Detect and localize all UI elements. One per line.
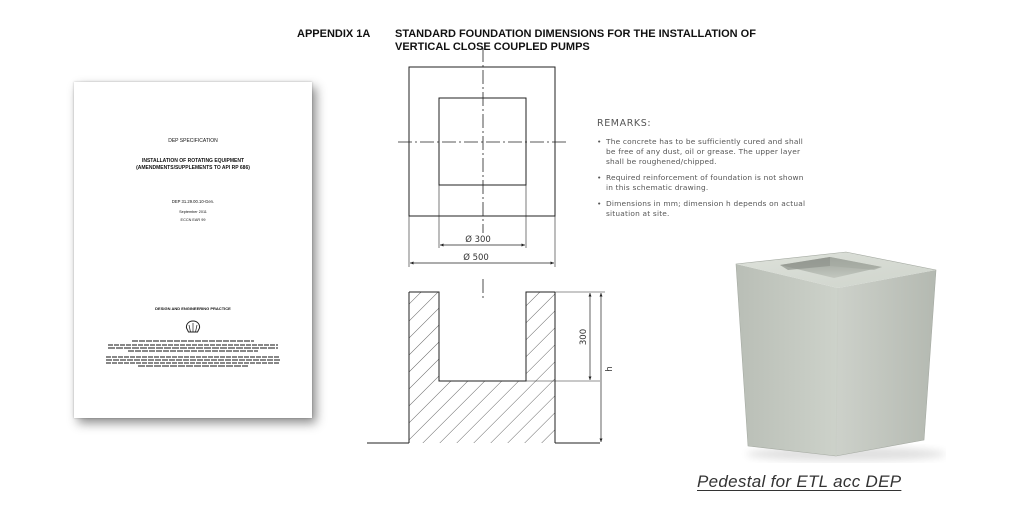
remark-item: • Required reinforcement of foundation is not shown in this schematic drawing. [597, 173, 807, 193]
doc-spec-label: DEP SPECIFICATION [168, 138, 218, 144]
pedestal-left-face [736, 264, 838, 456]
pedestal-caption: Pedestal for ETL acc DEP [697, 472, 902, 491]
section-view [367, 279, 605, 443]
dim-h-label: h [605, 366, 615, 372]
dim-depth-label: 300 [579, 328, 589, 346]
doc-number: DEP 31.29.00.10-Gen. [171, 199, 215, 204]
plan-outer-square [409, 67, 555, 216]
section-hatch [409, 292, 555, 443]
pedestal-render [726, 248, 946, 463]
doc-practice-label: DESIGN AND ENGINEERING PRACTICE [155, 306, 231, 311]
remarks-block [597, 118, 807, 225]
dim-outer-label: Ø 500 [463, 253, 489, 263]
appendix-title-line2: VERTICAL CLOSE COUPLED PUMPS [395, 41, 590, 53]
plan-inner-square [439, 98, 526, 185]
remark-item: • Dimensions in mm; dimension h depends on actual situation at site. [597, 199, 807, 219]
dim-inner-label: Ø 300 [465, 235, 491, 245]
doc-title-line1: INSTALLATION OF ROTATING EQUIPMENT [141, 158, 245, 164]
doc-title-line2: (AMENDMENTS/SUPPLEMENTS TO API RP 686) [136, 165, 250, 171]
appendix-title-line1: STANDARD FOUNDATION DIMENSIONS FOR THE INSTALLATION OF [395, 28, 756, 40]
pedestal-right-face [836, 270, 936, 456]
remark-item: • The concrete has to be sufficiently cured and shall be free of any dust, oil or grease. The upper layer shall be roughened/chipped. [597, 137, 807, 167]
doc-date: September 2011 [179, 210, 207, 214]
remarks-title: REMARKS: [597, 118, 652, 129]
appendix-label: APPENDIX 1A [297, 28, 371, 40]
doc-eccn: ECCN EAR 99 [180, 218, 206, 222]
